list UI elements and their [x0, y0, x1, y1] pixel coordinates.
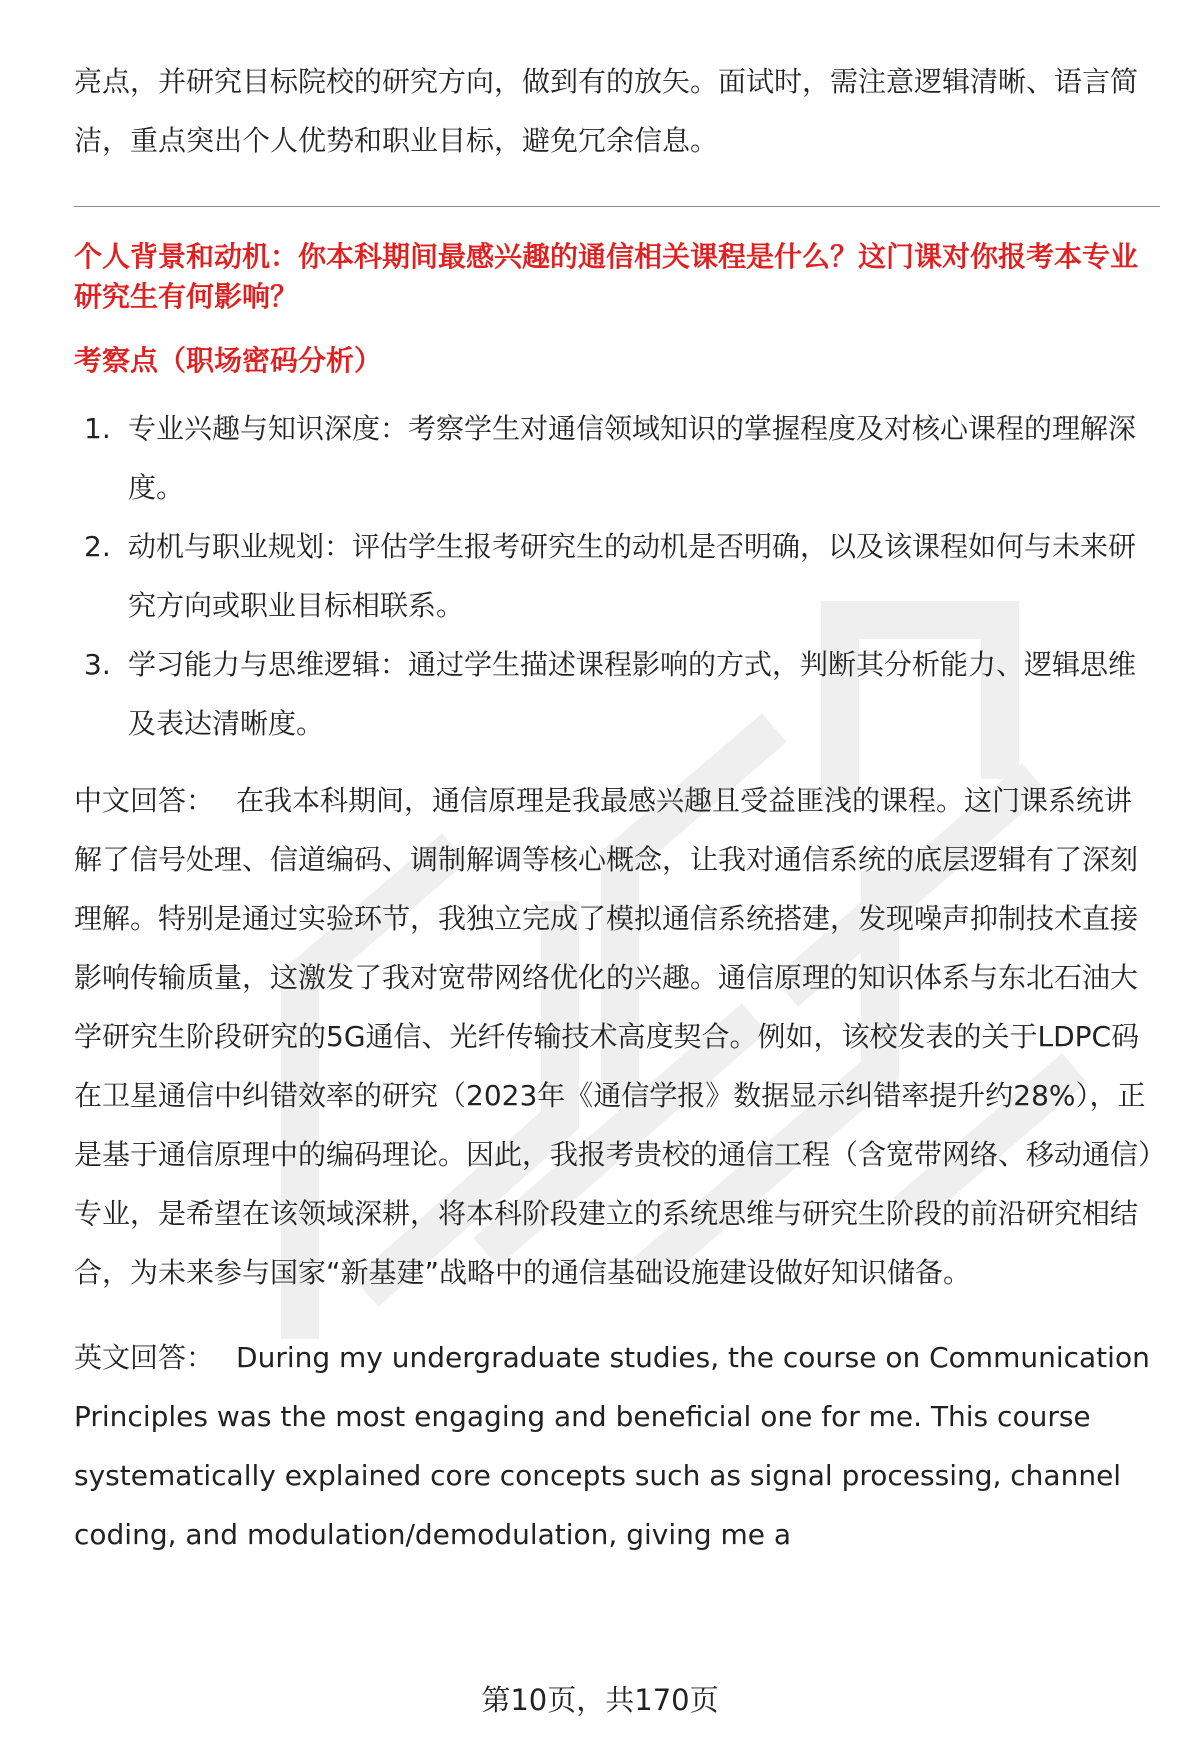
page-number-footer: 第10页，共170页 [481, 1683, 719, 1717]
chinese-answer-paragraph [74, 771, 1160, 1302]
list-item [74, 635, 1160, 753]
list-item-number: 3. [84, 648, 111, 681]
list-item-number: 1. [84, 412, 111, 445]
chinese-answer-label: 中文回答： [74, 784, 215, 817]
english-answer-text: During my undergraduate studies, the course on Communication Principles was the most engaging and beneficial one for me. This course systematically explained core concepts such as signal processing, channel coding, and modulation/demodulation, giving me a [74, 1341, 1150, 1551]
list-item [74, 517, 1160, 635]
question-heading: 个人背景和动机：你本科期间最感兴趣的通信相关课程是什么？这门课对你报考本专业研究生有何影响？ [74, 240, 1139, 313]
list-item-text: 学习能力与思维逻辑：通过学生描述课程影响的方式，判断其分析能力、逻辑思维及表达清晰度。 [128, 648, 1137, 740]
list-item [74, 399, 1160, 517]
english-answer-paragraph [74, 1328, 1160, 1564]
list-item-text: 动机与职业规划：评估学生报考研究生的动机是否明确，以及该课程如何与未来研究方向或职业目标相联系。 [128, 530, 1137, 622]
chinese-answer-text: 在我本科期间，通信原理是我最感兴趣且受益匪浅的课程。这门课系统讲解了信号处理、信道编码、调制解调等核心概念，让我对通信系统的底层逻辑有了深刻理解。特别是通过实验环节，我独立完成了模拟通信系统搭建，发现噪声抑制技术直接影响传输质量，这激发了我对宽带网络优化的兴趣。通信原理的知识体系与东北石油大学研究生阶段研究的5G通信、光纤传输技术高度契合。例如，该校发表的关于LDPC码在卫星通信中纠错效率的研究（2023年《通信学报》数据显示纠错率提升约28%），正是基于通信原理中的编码理论。因此，我报考贵校的通信工程（含宽带网络、移动通信）专业，是希望在该领域深耕，将本科阶段建立的系统思维与研究生阶段的前沿研究相结合，为未来参与国家“新基建”战略中的通信基础设施建设做好知识储备。 [74, 784, 1153, 1289]
list-item-number: 2. [84, 530, 111, 563]
intro-paragraph: 亮点，并研究目标院校的研究方向，做到有的放矢。面试时，需注意逻辑清晰、语言简洁，重点突出个人优势和职业目标，避免冗余信息。 [74, 65, 1139, 157]
assessment-points-heading: 考察点（职场密码分析） [74, 344, 383, 377]
list-item-text: 专业兴趣与知识深度：考察学生对通信领域知识的掌握程度及对核心课程的理解深度。 [128, 412, 1137, 504]
document-page [74, 52, 1160, 1590]
assessment-points-list [74, 399, 1160, 753]
section-divider [74, 206, 1160, 207]
english-answer-label: 英文回答： [74, 1341, 215, 1374]
